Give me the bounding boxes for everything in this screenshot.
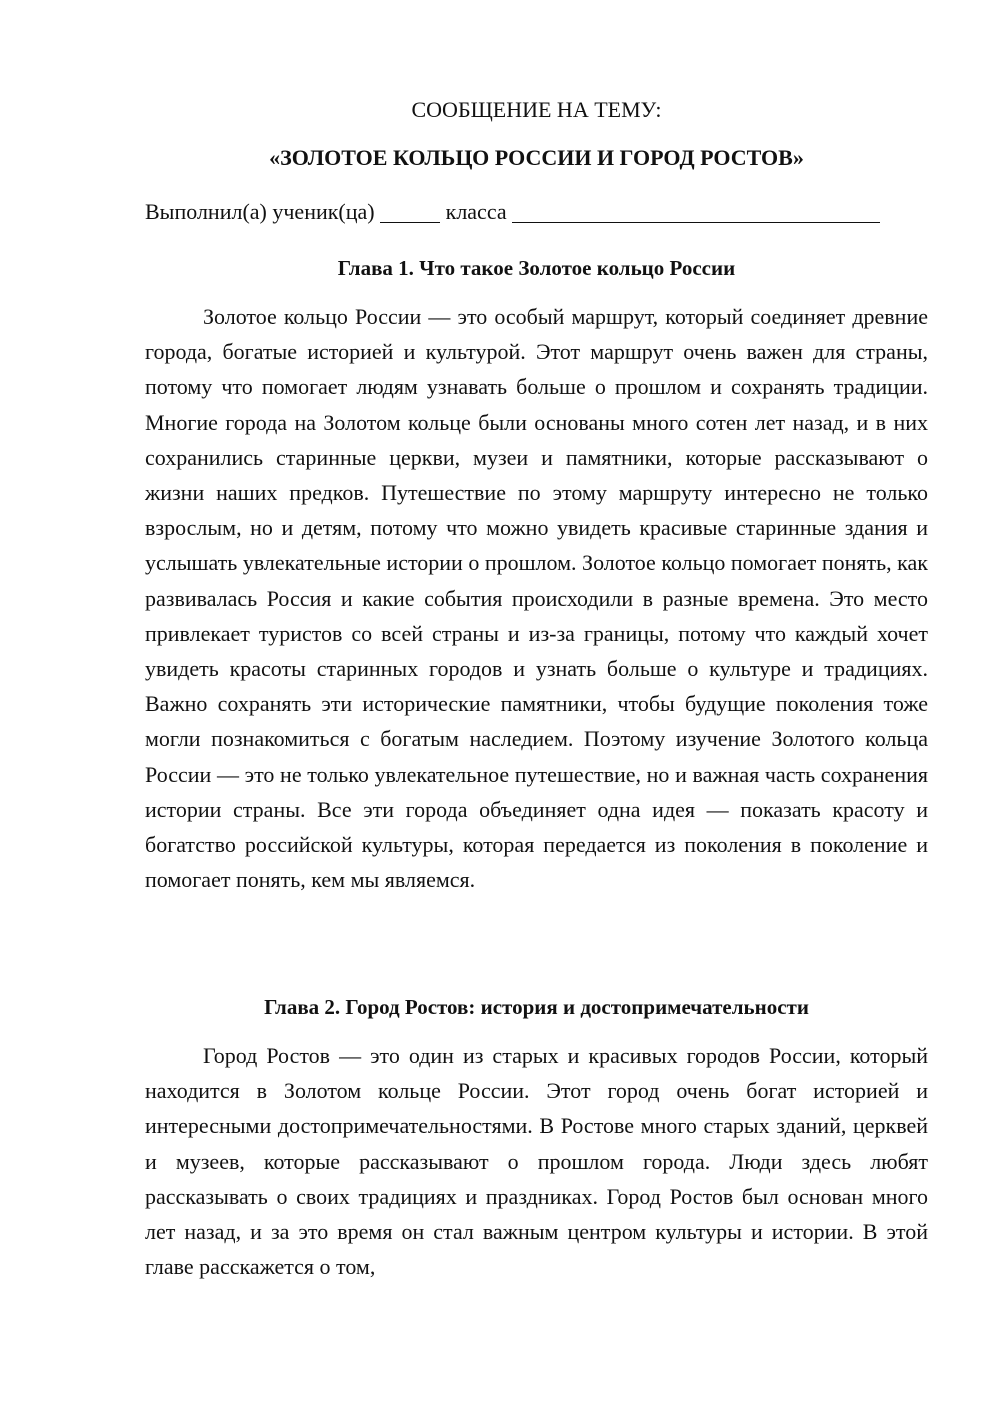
class-label: класса [445, 199, 507, 224]
chapter-2-heading: Глава 2. Город Ростов: история и достопримечательности [264, 995, 809, 1019]
student-name-blank [512, 200, 880, 223]
class-number-blank [380, 200, 440, 223]
document-title-line-1: СООБЩЕНИЕ НА ТЕМУ: [411, 97, 662, 122]
chapter-1-heading: Глава 1. Что такое Золотое кольцо России [337, 256, 736, 280]
chapter-1-paragraph: Золотое кольцо России — это особый маршрут, который соединяет древние города, богатые историей и культурой. Этот маршрут очень важен для страны, потому что помогает людям узнавать больше о прошлом и сохранять традиции. Многие города на Золотом кольце были основаны много сотен лет назад, и в них сохранились старинные церкви, музеи и памятники, которые рассказывают о жизни наших предков. Путешествие по этому маршруту интересно не только взрослым, но и детям, потому что можно увидеть красивые старинные здания и услышать увлекательные истории о прошлом. Золотое кольцо помогает понять, как развивалась Россия и какие события происходили в разные времена. Это место привлекает туристов со всей страны и из-за границы, потому что каждый хочет увидеть красоты старинных городов и узнать больше о культуре и традициях. Важно сохранять эти исторические памятники, чтобы будущие поколения тоже могли познакомиться с богатым наследием. Поэтому изучение Золотого кольца России — это не только увлекательное путешествие, но и важная часть сохранения истории страны. Все эти города объединяет одна идея — показать красоту и богатство российской культуры, которая передается из поколения в поколение и помогает понять, кем мы являемся. [145, 304, 928, 893]
chapter-2-paragraph: Город Ростов — это один из старых и красивых городов России, который находится в Золотом кольце России. Этот город очень богат историей и интересными достопримечательностями. В Ростове много старых зданий, церквей и музеев, которые рассказывают о прошлом города. Люди здесь любят рассказывать о своих традициях и праздниках. Город Ростов был основан много лет назад, и за это время он стал важным центром культуры и истории. В этой главе расскажется о том, [145, 1043, 928, 1280]
document-title-line-2: «ЗОЛОТОЕ КОЛЬЦО РОССИИ И ГОРОД РОСТОВ» [269, 145, 804, 170]
author-line [145, 197, 928, 227]
author-label: Выполнил(а) ученик(ца) [145, 199, 375, 224]
